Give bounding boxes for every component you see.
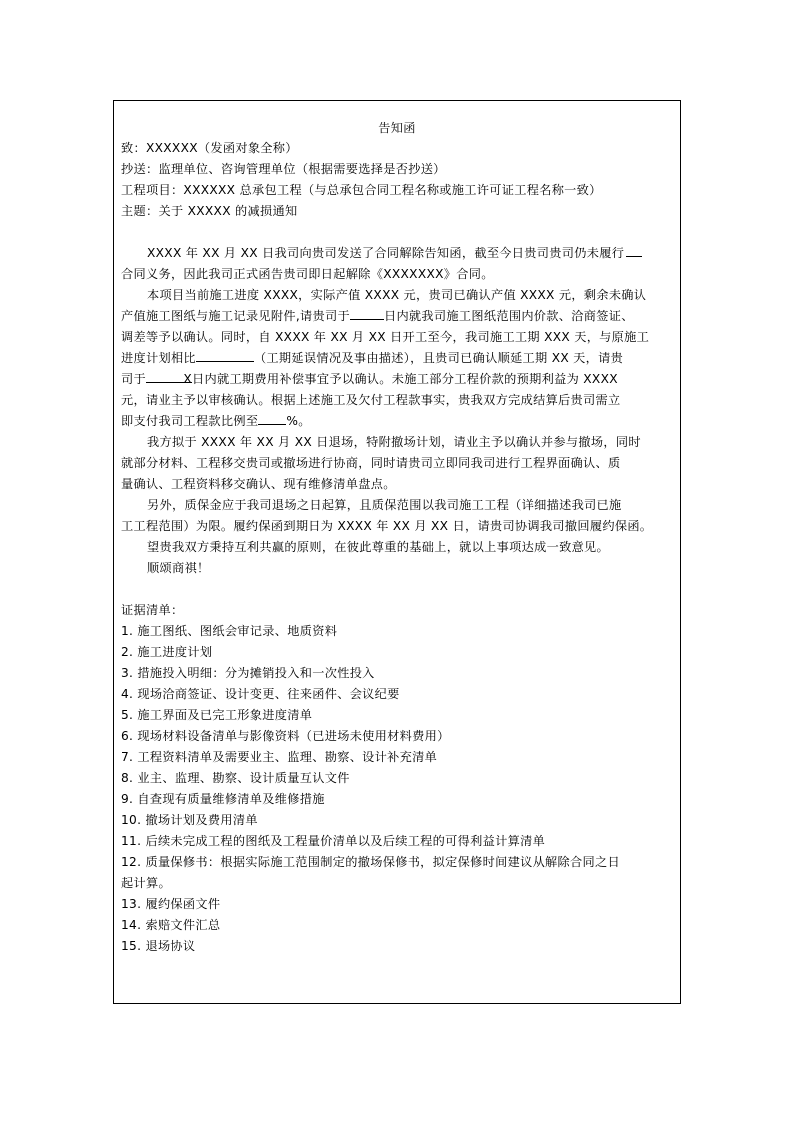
paragraph-1-line-1: XXXX 年 XX 月 XX 日我司向贵司发送了合同解除告知函，截至今日贵司贵司仍未履行 [147,243,674,263]
letter-title: 告知函 [378,121,416,135]
evidence-item: 10. 撤场计划及费用清单 [121,813,258,827]
paragraph-5: 望贵我双方秉持互利共赢的原则，在彼此尊重的基础上，就以上事项达成一致意见。 [147,540,610,554]
paragraph-2-line-4: 进度计划相比 （工期延误情况及事由描述），且贵司已确认顺延工期 XX 天，请贵 [121,348,674,368]
paragraph-3-line-1: 我方拟于 XXXX 年 XX 月 XX 日退场，特附撤场计划，请业主予以确认并参与撤场，同时 [147,435,641,449]
evidence-item: 11. 后续未完成工程的图纸及工程量价清单以及后续工程的可得利益计算清单 [121,834,546,848]
paragraph-4-line-1: 另外，质保金应于我司退场之日起算，且质保范围以我司施工工程（详细描述我司已施 [147,498,622,512]
evidence-item: 2. 施工进度计划 [121,645,213,659]
evidence-item: 4. 现场洽商签证、设计变更、往来函件、会议纪要 [121,687,400,701]
evidence-item: 13. 履约保函文件 [121,897,221,911]
paragraph-3-line-2: 就部分材料、工程移交贵司或撤场进行协商，同时请贵司立即同我司进行工程界面确认、质 [121,456,621,470]
evidence-heading: 证据清单： [121,603,184,617]
paragraph-4-line-2: 工工程范围）为限。履约保函到期日为 XXXX 年 XX 月 XX 日，请贵司协调我司撤回履约保函。 [121,519,653,533]
evidence-item: 15. 退场协议 [121,939,196,953]
paragraph-1-line-2: 合同义务，因此我司正式函告贵司即日起解除《XXXXXXX》合同。 [121,267,494,281]
recipient-line: 致：XXXXXX（发函对象全称） [121,141,298,155]
paragraph-3-line-3: 量确认、工程资料移交确认、现有维修清单盘点。 [121,477,396,491]
evidence-item: 6. 现场材料设备清单与影像资料（已进场未使用材料费用） [121,729,450,743]
cc-line: 抄送：监理单位、咨询管理单位（根据需要选择是否抄送） [121,162,446,176]
evidence-item: 3. 措施投入明细：分为摊销投入和一次性投入 [121,666,375,680]
project-line: 工程项目：XXXXXX 总承包工程（与总承包合同工程名称或施工许可证工程名称一致） [121,183,602,197]
evidence-item: 12. 质量保修书：根据实际施工范围制定的撤场保修书，拟定保修时间建议从解除合同之日 [121,855,620,869]
evidence-item: 7. 工程资料清单及需要业主、监理、勘察、设计补充清单 [121,750,438,764]
evidence-item-continuation: 起计算。 [121,876,171,890]
notice-letter-frame [113,100,681,1004]
evidence-item: 14. 索赔文件汇总 [121,918,221,932]
evidence-item: 8. 业主、监理、勘察、设计质量互认文件 [121,771,350,785]
evidence-item: 5. 施工界面及已完工形象进度清单 [121,708,313,722]
paragraph-2-line-3: 调差等予以确认。同时，自 XXXX 年 XX 月 XX 日开工至今，我司施工工期 XXX 天，与原施工 [121,330,650,344]
closing-line: 顺颂商祺！ [147,561,210,575]
paragraph-2-line-7: 即支付我司工程款比例至 %。 [121,411,674,431]
evidence-item: 9. 自查现有质量维修清单及维修措施 [121,792,325,806]
paragraph-2-line-2: 产值施工图纸与施工记录见附件,请贵司于 日内就我司施工图纸范围内价款、洽商签证、 [121,306,674,326]
paragraph-2-line-1: 本项目当前施工进度 XXXX，实际产值 XXXX 元，贵司已确认产值 XXXX 元，剩余未确认 [147,288,647,302]
subject-line: 主题：关于 XXXXX 的减损通知 [121,204,298,218]
paragraph-2-line-5: 司于 X日内就工期费用补偿事宜予以确认。未施工部分工程价款的预期利益为 XXXX [121,369,674,389]
evidence-item: 1. 施工图纸、图纸会审记录、地质资料 [121,624,338,638]
paragraph-2-line-6: 元，请业主予以审核确认。根据上述施工及欠付工程款事实，贵我双方完成结算后贵司需立 [121,393,621,407]
